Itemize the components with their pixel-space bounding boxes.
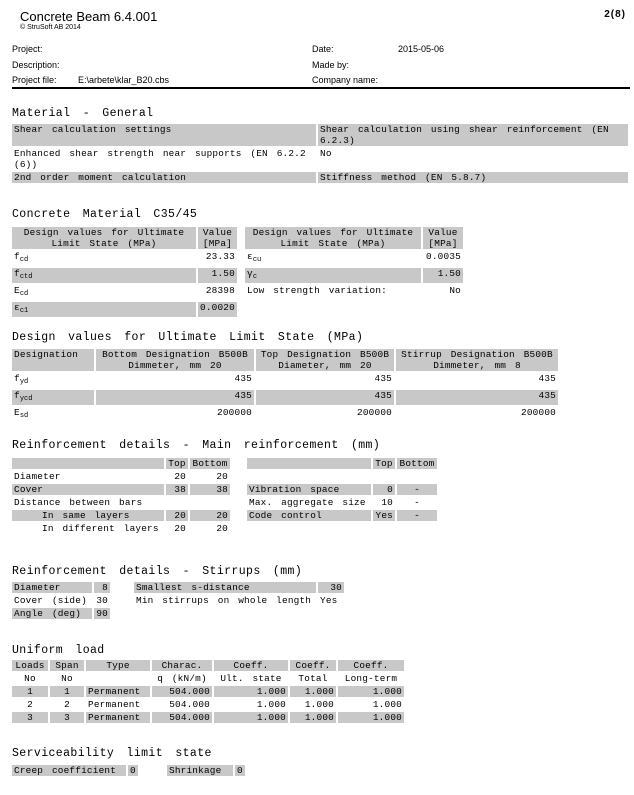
column-header: Total [298,673,328,684]
concrete-left-table [10,225,239,319]
symbol: f [14,390,20,401]
uniform-load-table [10,658,406,725]
row-label: Diameter [12,582,92,593]
cell-value: 0.0020 [198,302,237,317]
cell-value: 1.000 [214,686,288,697]
table-header-row [12,349,558,371]
section-title-main-reinforcement: Reinforcement details - Main reinforcement (mm) [12,439,381,452]
row-label: Cover (side) [14,595,87,606]
row-value: Shear calculation using shear reinforcement (EN 6.2.3) [318,124,628,146]
row-label: Cover [12,484,164,495]
table-header-row [247,458,437,469]
cell-value: - [414,497,420,508]
cell-value: 1.000 [372,699,402,710]
table-row [12,699,404,710]
column-header: Top [373,458,395,469]
table-row [12,268,237,283]
cell-value: 2 [27,699,33,710]
column-header: Ult. state [220,673,282,684]
cell-value: 20 [166,510,188,521]
concrete-right-table [243,225,465,298]
symbol-subscript: cd [19,290,29,298]
cell-value: 0 [128,765,138,776]
table-row [12,510,230,521]
cell-value: 2 [64,699,70,710]
cell-value: 20 [216,523,228,534]
symbol: E [14,285,20,296]
table-row [12,302,237,317]
project-file-label: Project file: [12,75,57,85]
table-row [245,285,463,296]
symbol-subscript: c1 [19,307,29,315]
main-reinforcement-left-table [10,456,232,536]
cell-value: 435 [374,373,392,384]
cell-value [190,497,230,508]
column-header: Coeff. [290,660,336,671]
row-label: Min stirrups on whole length [136,595,312,606]
project-label: Project: [12,44,43,54]
column-header: Bottom [397,458,437,469]
cell-value: 23.33 [205,251,235,262]
table-row [12,390,558,405]
row-label: Angle (deg) [12,608,92,619]
column-header: Loads [12,660,48,671]
column-header: Stirrup Designation B500B Dimmeter, mm 8 [396,349,558,371]
cell-value: 435 [234,373,252,384]
row-label: Low strength variation: [247,285,387,296]
column-header: Bottom Designation B500B Dimmeter, mm 20 [96,349,254,371]
cell-value: 1.50 [423,268,463,283]
cell-value: 8 [94,582,110,593]
table-row [12,608,110,619]
header-rule [12,87,630,89]
table-row [134,595,344,606]
stirrups-right-table [132,580,346,608]
column-header: Coeff. [214,660,288,671]
cell-value: 504.000 [152,712,212,723]
table-row [245,251,463,266]
cell-value: 200000 [357,407,392,418]
cell-value: 38 [190,484,230,495]
company-name-label: Company name: [312,75,379,85]
cell-value: 3 [12,712,48,723]
cell-value: 90 [94,608,110,619]
symbol: ε [14,302,20,313]
cell-value: 28398 [205,285,235,296]
sls-creep-table [10,763,140,778]
cell-value: 20 [174,523,186,534]
cell-value: 20 [216,471,228,482]
row-value: No [320,148,332,159]
symbol-subscript: cu [252,256,262,264]
symbol: E [14,407,20,418]
cell-value: Yes [373,510,395,521]
column-header: Value [MPa] [198,227,237,249]
design-values-table [10,347,560,424]
table-row [167,765,245,776]
symbol: f [14,268,20,279]
page-number: 2(8) [604,9,626,20]
symbol-subscript: sd [19,412,29,420]
stirrups-left-table [10,580,112,621]
table-row [12,148,628,170]
table-row [247,471,437,482]
table-header-row [245,227,463,249]
cell-value: 20 [174,471,186,482]
table-row [12,172,628,183]
table-row [12,523,230,534]
cell-value: 200000 [521,407,556,418]
table-row [12,765,138,776]
cell-value: 0.0035 [426,251,461,262]
column-header: Value [MPa] [423,227,463,249]
column-header: Type [86,660,150,671]
cell-value: 435 [256,390,394,405]
cell-value: 1.000 [290,686,336,697]
cell-value: 504.000 [152,686,212,697]
table-row [12,686,404,697]
column-header: Long-term [344,673,398,684]
cell-value: 1.000 [338,712,404,723]
row-label: Vibration space [247,484,371,495]
section-title-concrete: Concrete Material C35/45 [12,208,198,221]
column-header: Design values for Ultimate Limit State (MPa) [245,227,421,249]
table-row [12,471,230,482]
row-label: In different layers [42,523,159,534]
section-title-material-general: Material - General [12,107,154,120]
cell-value: 10 [381,497,393,508]
cell-value: 1 [12,686,48,697]
symbol: f [14,251,20,262]
column-header: Top [166,458,188,469]
row-label: Diameter [14,471,61,482]
table-header-row [12,660,404,671]
cell-value: - [397,510,437,521]
section-title-sls: Serviceability limit state [12,747,212,760]
row-label: Distance between bars [14,497,143,508]
table-row [247,484,437,495]
row-label: 2nd order moment calculation [12,172,316,183]
row-value: Stiffness method (EN 5.8.7) [318,172,628,183]
row-label: Smallest s-distance [134,582,316,593]
date-value: 2015-05-06 [398,44,445,54]
column-header: q (kN/m) [157,673,207,684]
row-label: Code control [247,510,371,521]
table-row [12,373,558,388]
symbol: γ [247,268,253,279]
table-row [12,595,110,606]
cell-value: 1 [50,686,84,697]
cell-value: Permanent [86,686,150,697]
cell-value: No [449,285,461,296]
cell-value: 38 [166,484,188,495]
symbol-subscript: yd [19,378,29,386]
table-row [12,251,237,266]
sls-shrinkage-table [165,763,247,778]
symbol: ε [247,251,253,262]
table-header-row [12,227,237,249]
cell-value: 3 [50,712,84,723]
table-row [12,285,237,300]
table-row [245,268,463,283]
cell-value: - [397,484,437,495]
cell-value: 435 [538,373,556,384]
column-header: Design values for Ultimate Limit State (MPa) [12,227,196,249]
row-label: In same layers [12,510,164,521]
cell-value: 20 [190,510,230,521]
symbol: f [14,373,20,384]
table-row [247,497,437,508]
main-reinforcement-right-table [245,456,439,523]
cell-value: 504.000 [169,699,210,710]
cell-value: 0 [235,765,245,776]
table-row [12,712,404,723]
row-label: Enhanced shear strength near supports (EN 6.2.2 (6)) [14,148,306,170]
symbol-subscript: c [252,273,258,281]
section-title-design-values: Design values for Ultimate Limit State (MPa) [12,331,364,344]
date-label: Date: [312,44,334,54]
made-by-label: Made by: [312,60,350,70]
table-row [247,510,437,521]
column-header: No [24,673,36,684]
symbol-subscript: ctd [19,273,33,281]
cell-value: 1.000 [256,699,286,710]
cell-value: 30 [96,595,108,606]
table-header-row [12,458,230,469]
cell-value: 1.50 [198,268,237,283]
cell-value: 435 [396,390,558,405]
table-row [134,582,344,593]
column-header: Bottom [190,458,230,469]
row-label: Max. aggregate size [249,497,366,508]
row-label: Shear calculation settings [12,124,316,146]
project-file-value: E:\arbete\klar_B20.cbs [78,75,170,85]
table-row [12,582,110,593]
section-title-uniform-load: Uniform load [12,644,105,657]
cell-value: Yes [320,595,338,606]
document-title: Concrete Beam 6.4.001 [20,9,158,24]
table-row [12,484,230,495]
cell-value: 1.000 [338,686,404,697]
column-header: Span [50,660,84,671]
section-title-stirrups: Reinforcement details - Stirrups (mm) [12,565,303,578]
column-header: Designation [12,349,94,371]
symbol-subscript: cd [19,256,29,264]
cell-value [166,497,188,508]
cell-value: 435 [96,390,254,405]
column-header: Top Designation B500B Diameter, mm 20 [256,349,394,371]
copyright: © StruSoft AB 2014 [20,24,81,31]
column-header: Coeff. [338,660,404,671]
column-header: No [61,673,73,684]
cell-value: 200000 [217,407,252,418]
table-row [12,497,230,508]
cell-value: 0 [373,484,395,495]
material-general-table [10,122,630,185]
table-row [12,124,628,146]
cell-value: 1.000 [304,699,334,710]
table-row [12,407,558,422]
column-header: Charac. [152,660,212,671]
cell-value: 1.000 [290,712,336,723]
row-label: Creep coefficient [12,765,126,776]
row-label: Shrinkage [167,765,233,776]
cell-value: 30 [318,582,344,593]
table-header-row [12,673,404,684]
cell-value: Permanent [88,699,141,710]
symbol-subscript: ycd [19,395,33,403]
column-header [86,673,150,684]
description-label: Description: [12,60,60,70]
cell-value: 1.000 [214,712,288,723]
cell-value: Permanent [86,712,150,723]
